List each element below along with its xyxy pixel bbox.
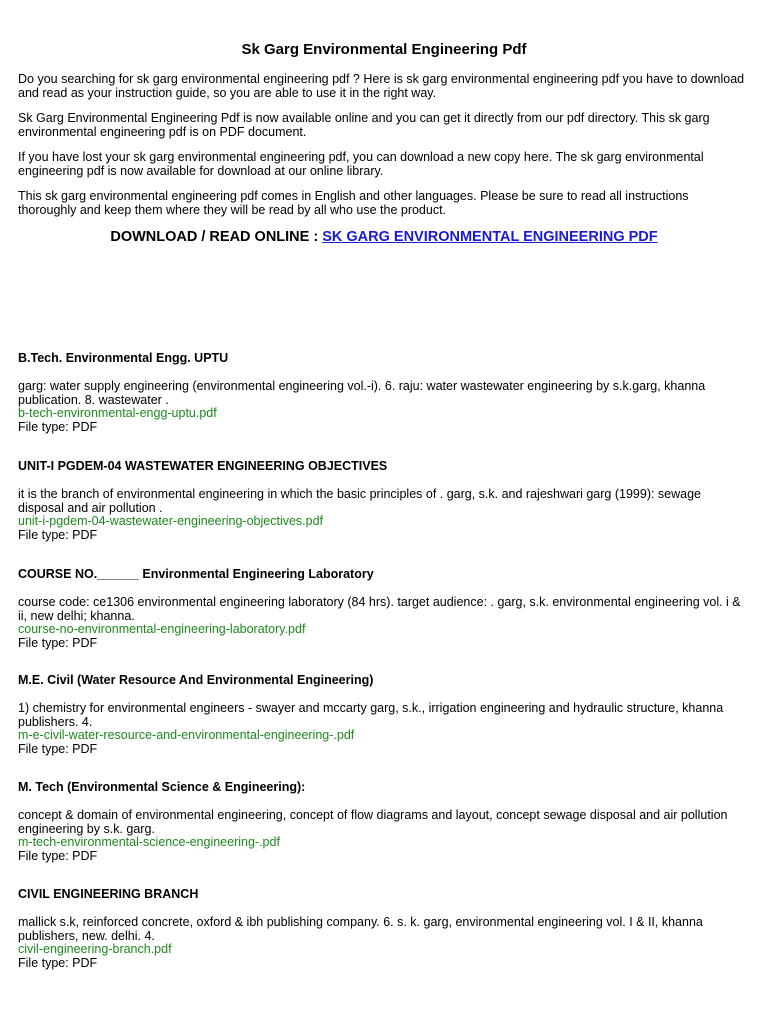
file-type-label: File type: PDF [18,955,98,970]
result-title: CIVIL ENGINEERING BRANCH [18,887,199,901]
result-title: M. Tech (Environmental Science & Engineering): [18,780,306,794]
file-type-label: File type: PDF [18,419,98,434]
result-link[interactable]: course-no-environmental-engineering-laboratory.pdf [18,622,306,636]
result-item [18,352,750,434]
download-line [18,228,750,246]
result-link[interactable]: civil-engineering-branch.pdf [18,942,172,956]
result-snippet: garg: water supply engineering (environmental engineering vol.-i). 6. raju: water wastewater engineering by s.k.garg, khanna publication. 8. wastewater . [18,379,706,407]
page-title: Sk Garg Environmental Engineering Pdf [241,41,527,58]
result-link[interactable]: m-e-civil-water-resource-and-environmental-engineering-.pdf [18,728,355,742]
result-item [18,781,750,863]
file-type-label: File type: PDF [18,848,98,863]
result-link[interactable]: unit-i-pgdem-04-wastewater-engineering-objectives.pdf [18,514,324,528]
intro-paragraph: This sk garg environmental engineering pdf comes in English and other languages. Please be sure to read all instructions thoroughly and keep them where they will be read by all who use the product. [18,189,689,217]
result-snippet: it is the branch of environmental engineering in which the basic principles of . garg, s.k. and rajeshwari garg (1999): sewage disposal and air pollution . [18,487,702,515]
result-item [18,674,750,756]
result-link[interactable]: m-tech-environmental-science-engineering-.pdf [18,835,280,849]
download-prefix: DOWNLOAD / READ ONLINE : [110,229,323,245]
result-item [18,888,750,970]
result-link[interactable]: b-tech-environmental-engg-uptu.pdf [18,406,217,420]
result-item [18,460,750,542]
download-link[interactable]: SK GARG ENVIRONMENTAL ENGINEERING PDF [322,229,658,245]
result-title: M.E. Civil (Water Resource And Environmental Engineering) [18,673,374,687]
result-title: UNIT-I PGDEM-04 WASTEWATER ENGINEERING OBJECTIVES [18,459,388,473]
result-snippet: concept & domain of environmental engineering, concept of flow diagrams and layout, concept sewage disposal and air pollution engineering by s.k. garg. [18,808,728,836]
result-item [18,568,750,650]
file-type-label: File type: PDF [18,527,98,542]
intro-paragraph: If you have lost your sk garg environmental engineering pdf, you can download a new copy here. The sk garg environmental engineering pdf is now available for download at our online library. [18,150,704,178]
result-snippet: 1) chemistry for environmental engineers - swayer and mccarty garg, s.k., irrigation engineering and hydraulic structure, khanna publishers. 4. [18,701,724,729]
intro-paragraph: Sk Garg Environmental Engineering Pdf is now available online and you can get it directly from our pdf directory. This sk garg environmental engineering pdf is on PDF document. [18,111,710,139]
file-type-label: File type: PDF [18,741,98,756]
file-type-label: File type: PDF [18,635,98,650]
result-title: COURSE NO.______ Environmental Engineering Laboratory [18,567,374,581]
result-snippet: mallick s.k, reinforced concrete, oxford & ibh publishing company. 6. s. k. garg, environmental engineering vol. I & II, khanna publishers, new. delhi. 4. [18,915,703,943]
result-snippet: course code: ce1306 environmental engineering laboratory (84 hrs). target audience: . garg, s.k. environmental engineering vol. i & ii, new delhi; khanna. [18,595,741,623]
intro-section [18,73,750,217]
intro-paragraph: Do you searching for sk garg environmental engineering pdf ? Here is sk garg environmental engineering pdf you have to download and read as your instruction guide, so you are able to use it in the right way. [18,72,745,100]
result-title: B.Tech. Environmental Engg. UPTU [18,351,229,365]
